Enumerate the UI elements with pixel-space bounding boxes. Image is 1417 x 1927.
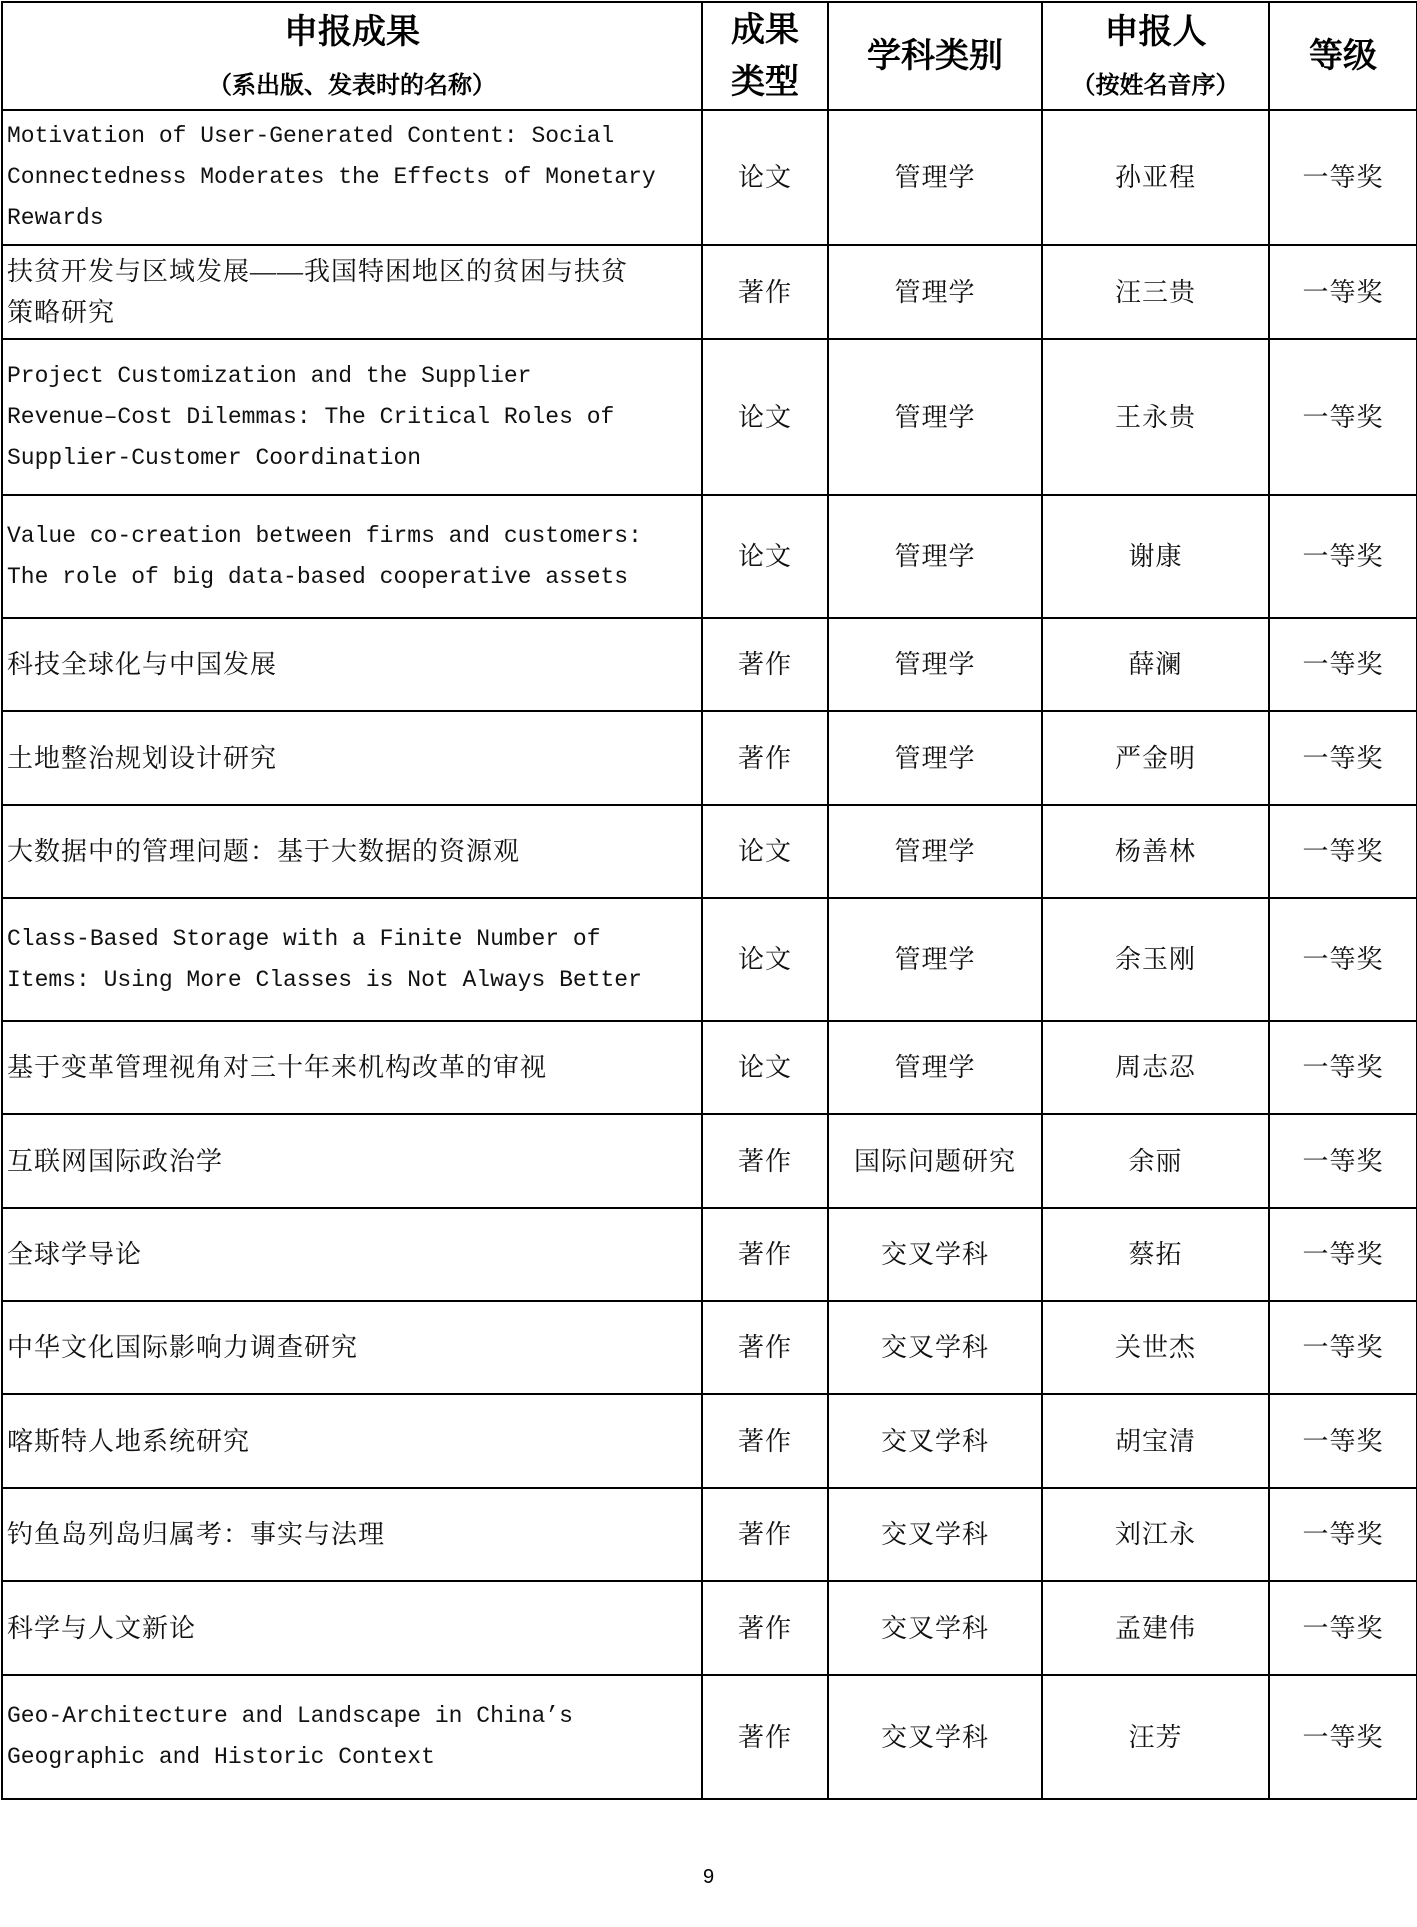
award-grade-cell: 一等奖 — [1269, 805, 1417, 898]
achievement-title-cell: 中华文化国际影响力调查研究 — [2, 1301, 702, 1394]
discipline-cell: 管理学 — [828, 805, 1042, 898]
header-row — [2, 2, 1417, 110]
discipline-cell: 交叉学科 — [828, 1581, 1042, 1675]
award-grade-cell: 一等奖 — [1269, 1675, 1417, 1799]
page-number: 9 — [702, 1866, 715, 1888]
achievement-type-cell: 著作 — [702, 245, 828, 339]
award-grade-cell: 一等奖 — [1269, 1208, 1417, 1301]
achievement-type-cell: 著作 — [702, 711, 828, 805]
achievement-title-cell: 钓鱼岛列岛归属考：事实与法理 — [2, 1488, 702, 1581]
table-row — [2, 1394, 1417, 1488]
achievement-type-cell: 著作 — [702, 1301, 828, 1394]
award-grade-cell: 一等奖 — [1269, 1301, 1417, 1394]
header-applicant — [1042, 2, 1269, 110]
table-row — [2, 1114, 1417, 1208]
applicant-name-cell: 汪芳 — [1042, 1675, 1269, 1799]
achievement-type-cell: 论文 — [702, 898, 828, 1021]
table-row — [2, 1021, 1417, 1114]
applicant-name-cell: 谢康 — [1042, 495, 1269, 618]
achievement-title-cell: 全球学导论 — [2, 1208, 702, 1301]
achievement-type-cell: 论文 — [702, 495, 828, 618]
header-grade — [1269, 2, 1417, 110]
achievement-title-cell: Class-Based Storage with a Finite Number of Items: Using More Classes is Not Always Better — [2, 898, 702, 1021]
achievement-title-cell: Value co-creation between firms and customers: The role of big data-based cooperative assets — [2, 495, 702, 618]
achievement-title-cell: Motivation of User-Generated Content: Social Connectedness Moderates the Effects of Monetary Rewards — [2, 110, 702, 245]
header-type-label: 成果 类型 — [731, 10, 799, 102]
discipline-cell: 交叉学科 — [828, 1675, 1042, 1799]
achievement-type-cell: 著作 — [702, 1208, 828, 1301]
discipline-cell: 交叉学科 — [828, 1301, 1042, 1394]
table-row — [2, 618, 1417, 711]
applicant-name-cell: 蔡拓 — [1042, 1208, 1269, 1301]
achievement-title-cell: 扶贫开发与区域发展——我国特困地区的贫困与扶贫 策略研究 — [2, 245, 702, 339]
discipline-cell: 管理学 — [828, 1021, 1042, 1114]
table-row — [2, 711, 1417, 805]
discipline-cell: 管理学 — [828, 495, 1042, 618]
award-grade-cell: 一等奖 — [1269, 1394, 1417, 1488]
table-row — [2, 339, 1417, 495]
applicant-name-cell: 薛澜 — [1042, 618, 1269, 711]
achievement-title-cell: Project Customization and the Supplier Revenue–Cost Dilemmas: The Critical Roles of Supplier-Customer Coordination — [2, 339, 702, 495]
achievement-title-cell: 大数据中的管理问题：基于大数据的资源观 — [2, 805, 702, 898]
header-discipline-label: 学科类别 — [867, 36, 1003, 76]
awards-table — [1, 1, 1417, 1800]
table-row — [2, 110, 1417, 245]
table-row — [2, 495, 1417, 618]
award-grade-cell: 一等奖 — [1269, 339, 1417, 495]
header-achievement — [2, 2, 702, 110]
discipline-cell: 管理学 — [828, 339, 1042, 495]
table-row — [2, 898, 1417, 1021]
achievement-type-cell: 著作 — [702, 1581, 828, 1675]
discipline-cell: 交叉学科 — [828, 1208, 1042, 1301]
achievement-title-cell: 喀斯特人地系统研究 — [2, 1394, 702, 1488]
table-row — [2, 245, 1417, 339]
achievement-type-cell: 论文 — [702, 1021, 828, 1114]
applicant-name-cell: 余丽 — [1042, 1114, 1269, 1208]
header-achievement-title: 申报成果 — [284, 12, 420, 52]
applicant-name-cell: 王永贵 — [1042, 339, 1269, 495]
discipline-cell: 管理学 — [828, 711, 1042, 805]
award-grade-cell: 一等奖 — [1269, 110, 1417, 245]
achievement-type-cell: 论文 — [702, 110, 828, 245]
applicant-name-cell: 杨善林 — [1042, 805, 1269, 898]
achievement-type-cell: 论文 — [702, 339, 828, 495]
discipline-cell: 管理学 — [828, 618, 1042, 711]
discipline-cell: 交叉学科 — [828, 1488, 1042, 1581]
table-row — [2, 1675, 1417, 1799]
table-row — [2, 805, 1417, 898]
award-grade-cell: 一等奖 — [1269, 1488, 1417, 1581]
header-discipline — [828, 2, 1042, 110]
achievement-type-cell: 著作 — [702, 1675, 828, 1799]
award-grade-cell: 一等奖 — [1269, 495, 1417, 618]
achievement-type-cell: 著作 — [702, 1488, 828, 1581]
achievement-type-cell: 论文 — [702, 805, 828, 898]
award-grade-cell: 一等奖 — [1269, 1581, 1417, 1675]
applicant-name-cell: 孙亚程 — [1042, 110, 1269, 245]
header-grade-label: 等级 — [1309, 36, 1377, 76]
header-applicant-subtitle: （按姓名音序） — [1071, 71, 1240, 99]
achievement-type-cell: 著作 — [702, 1114, 828, 1208]
achievement-title-cell: Geo-Architecture and Landscape in China’s Geographic and Historic Context — [2, 1675, 702, 1799]
discipline-cell: 交叉学科 — [828, 1394, 1042, 1488]
achievement-title-cell: 互联网国际政治学 — [2, 1114, 702, 1208]
table-header — [2, 2, 1417, 110]
achievement-type-cell: 著作 — [702, 618, 828, 711]
header-achievement-subtitle: （系出版、发表时的名称） — [208, 71, 496, 99]
applicant-name-cell: 刘江永 — [1042, 1488, 1269, 1581]
applicant-name-cell: 关世杰 — [1042, 1301, 1269, 1394]
award-grade-cell: 一等奖 — [1269, 618, 1417, 711]
header-applicant-title: 申报人 — [1104, 12, 1207, 52]
award-grade-cell: 一等奖 — [1269, 898, 1417, 1021]
applicant-name-cell: 严金明 — [1042, 711, 1269, 805]
discipline-cell: 管理学 — [828, 898, 1042, 1021]
discipline-cell: 国际问题研究 — [828, 1114, 1042, 1208]
table-row — [2, 1488, 1417, 1581]
applicant-name-cell: 汪三贵 — [1042, 245, 1269, 339]
discipline-cell: 管理学 — [828, 245, 1042, 339]
award-grade-cell: 一等奖 — [1269, 1114, 1417, 1208]
achievement-title-cell: 土地整治规划设计研究 — [2, 711, 702, 805]
applicant-name-cell: 孟建伟 — [1042, 1581, 1269, 1675]
table-body — [2, 110, 1417, 1799]
applicant-name-cell: 胡宝清 — [1042, 1394, 1269, 1488]
discipline-cell: 管理学 — [828, 110, 1042, 245]
applicant-name-cell: 周志忍 — [1042, 1021, 1269, 1114]
header-type — [702, 2, 828, 110]
table-row — [2, 1581, 1417, 1675]
achievement-title-cell: 科学与人文新论 — [2, 1581, 702, 1675]
table-row — [2, 1208, 1417, 1301]
award-grade-cell: 一等奖 — [1269, 711, 1417, 805]
achievement-type-cell: 著作 — [702, 1394, 828, 1488]
award-grade-cell: 一等奖 — [1269, 245, 1417, 339]
applicant-name-cell: 余玉刚 — [1042, 898, 1269, 1021]
achievement-title-cell: 基于变革管理视角对三十年来机构改革的审视 — [2, 1021, 702, 1114]
award-grade-cell: 一等奖 — [1269, 1021, 1417, 1114]
achievement-title-cell: 科技全球化与中国发展 — [2, 618, 702, 711]
table-row — [2, 1301, 1417, 1394]
